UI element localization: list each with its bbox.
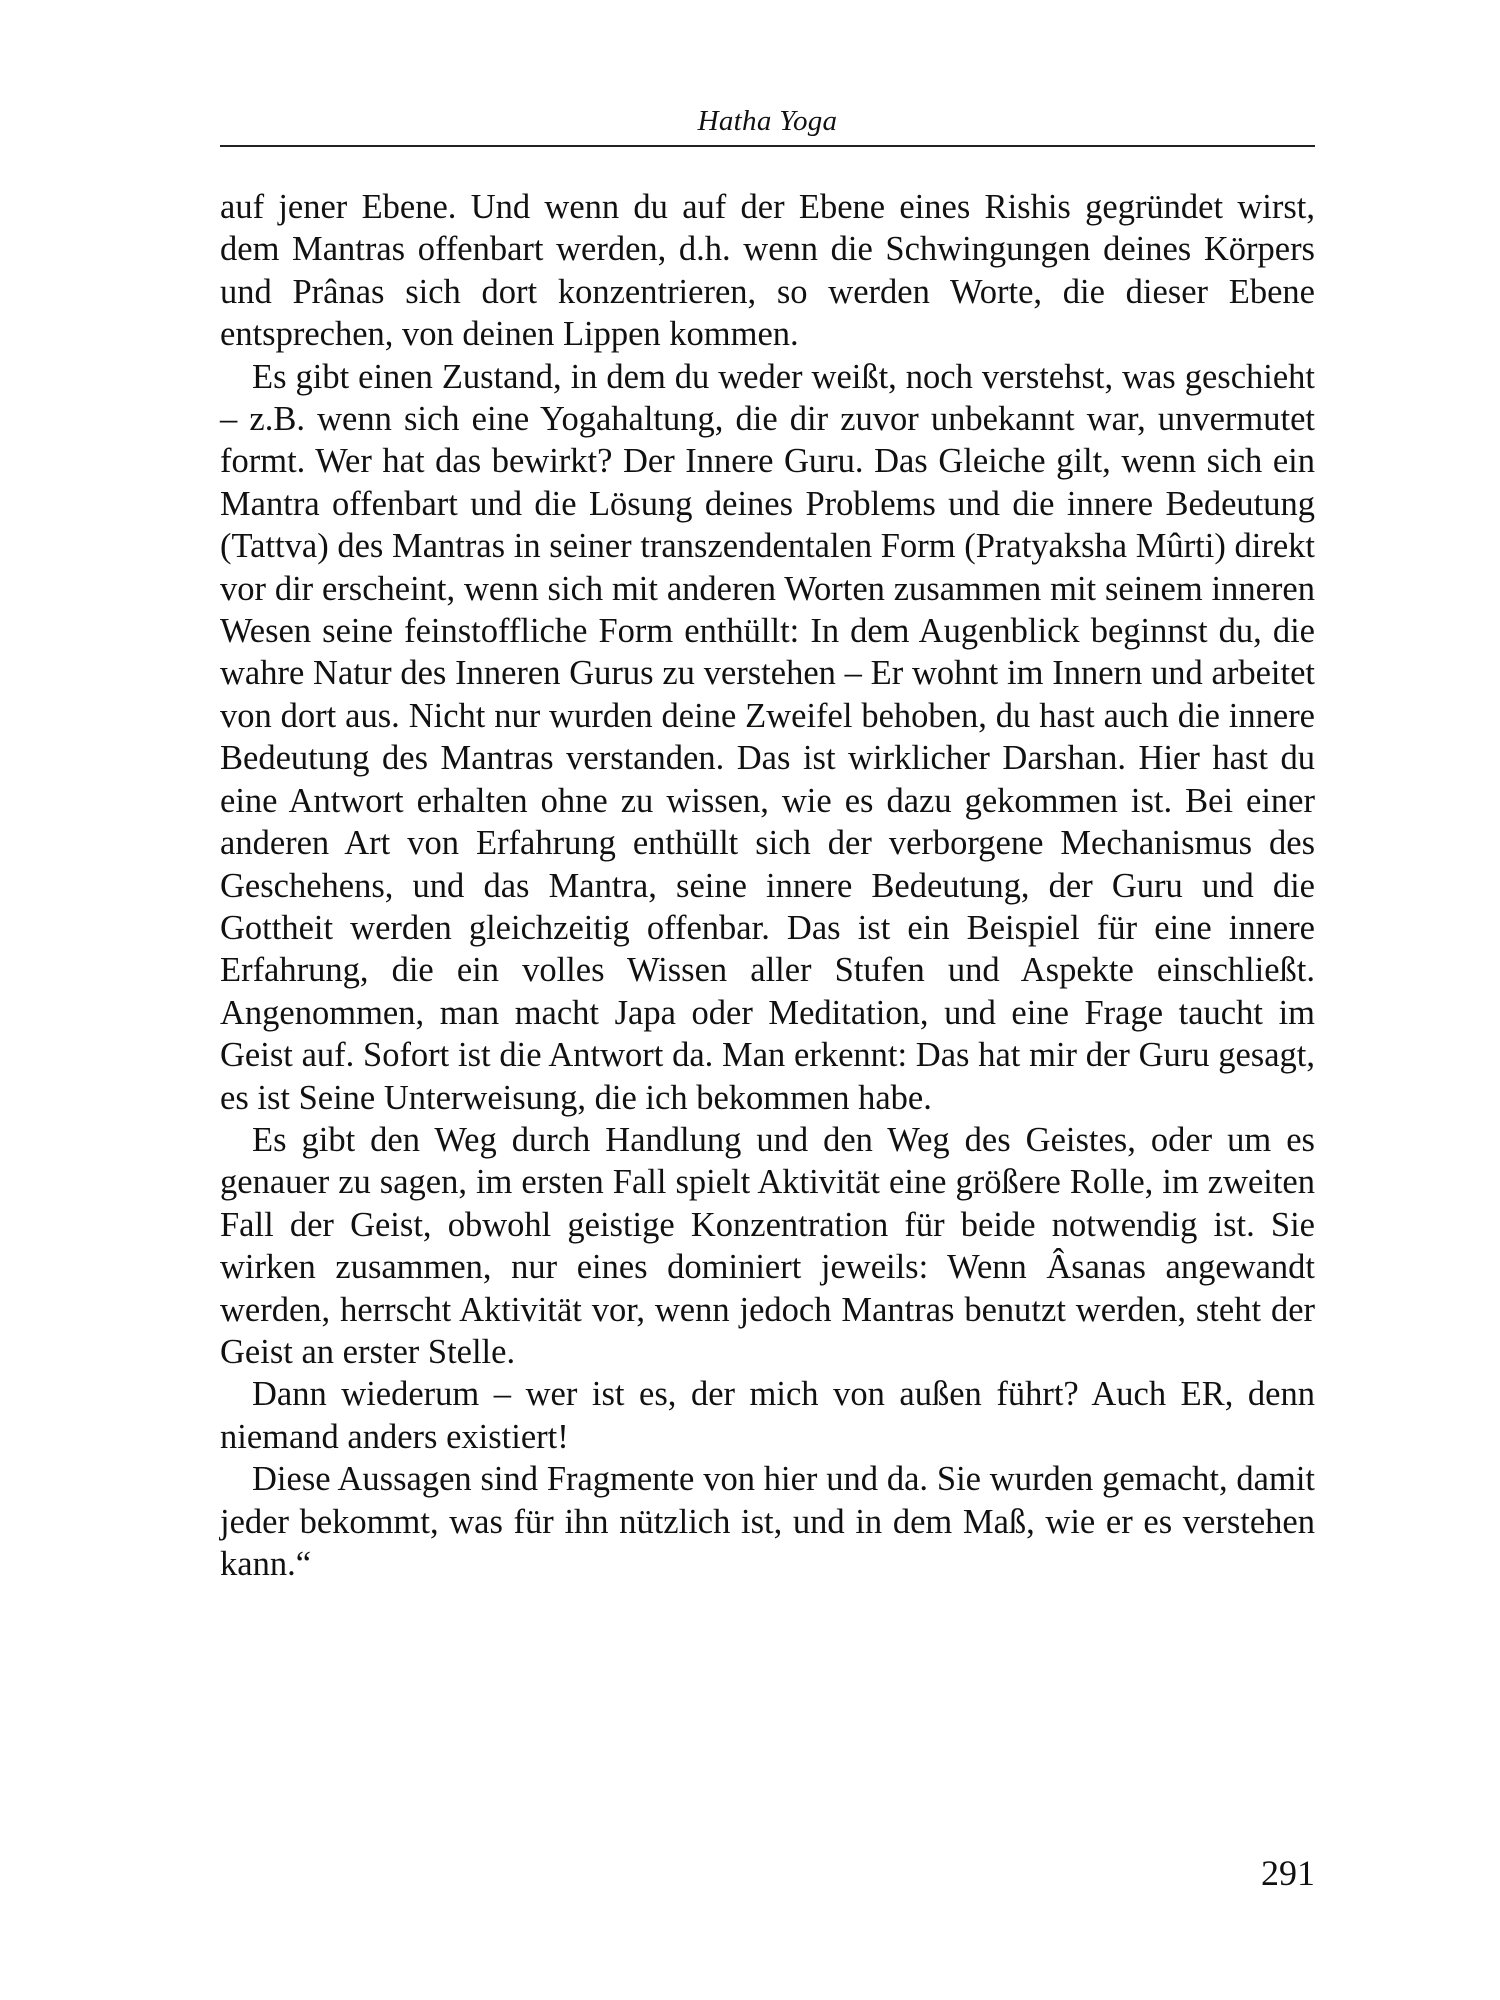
paragraph-2: Es gibt einen Zustand, in dem du weder weißt, noch verstehst, was geschieht – z.B. wenn sich eine Yogahaltung, die dir zuvor unbekannt war, unvermutet formt. Wer hat das bewirkt? Der Innere Guru. Das Gleiche gilt, wenn sich ein Mantra offenbart und die Lösung deines Problems und die innere Bedeutung (Tattva) des Mantras in seiner transzendentalen Form (Pratyaksha Mûrti) direkt vor dir erscheint, wenn sich mit anderen Worten zusammen mit seinem inneren Wesen seine feinstoffliche Form enthüllt: In dem Augenblick beginnst du, die wahre Natur des Inneren Gurus zu verstehen – Er wohnt im Innern und arbeitet von dort aus. Nicht nur wurden deine Zweifel behoben, du hast auch die innere Bedeutung des Mantras verstanden. Das ist wirklicher Darshan. Hier hast du eine Antwort erhalten ohne zu wissen, wie es dazu gekommen ist. Bei einer anderen Art von Erfahrung enthüllt sich der verborgene Mechanismus des Geschehens, und das Mantra, seine innere Bedeutung, der Guru und die Gottheit werden gleichzeitig offenbar. Das ist ein Beispiel für eine innere Erfahrung, die ein volles Wissen aller Stufen und Aspekte einschließt. Angenommen, man macht Japa oder Meditation, und eine Frage taucht im Geist auf. Sofort ist die Antwort da. Man erkennt: Das hat mir der Guru gesagt, es ist Seine Unterweisung, die ich bekommen habe. bbox=[220, 357, 1315, 1117]
running-head: Hatha Yoga bbox=[697, 105, 838, 137]
paragraph-4: Dann wiederum – wer ist es, der mich von außen führt? Auch ER, denn niemand anders existiert! bbox=[220, 1375, 1315, 1456]
page-number: 291 bbox=[1261, 1853, 1315, 1893]
body-text bbox=[220, 186, 1315, 1585]
paragraph-5: Diese Aussagen sind Fragmente von hier und da. Sie wurden gemacht, damit jeder bekommt, was für ihn nützlich ist, und in dem Maß, wie er es verstehen kann.“ bbox=[220, 1460, 1315, 1583]
paragraph-3: Es gibt den Weg durch Handlung und den Weg des Geistes, oder um es genauer zu sagen, im ersten Fall spielt Aktivität eine größere Rolle, im zweiten Fall der Geist, obwohl geistige Konzentration für beide notwendig ist. Sie wirken zusammen, nur eines dominiert jeweils: Wenn Âsanas angewandt werden, herrscht Aktivität vor, wenn jedoch Mantras benutzt werden, steht der Geist an erster Stelle. bbox=[220, 1120, 1315, 1371]
header-rule bbox=[220, 145, 1315, 147]
paragraph-1: auf jener Ebene. Und wenn du auf der Ebene eines Rishis gegründet wirst, dem Mantras offenbart werden, d.h. wenn die Schwingungen deines Körpers und Prânas sich dort konzentrieren, so werden Worte, die dieser Ebene entsprechen, von deinen Lippen kommen. bbox=[220, 188, 1315, 354]
